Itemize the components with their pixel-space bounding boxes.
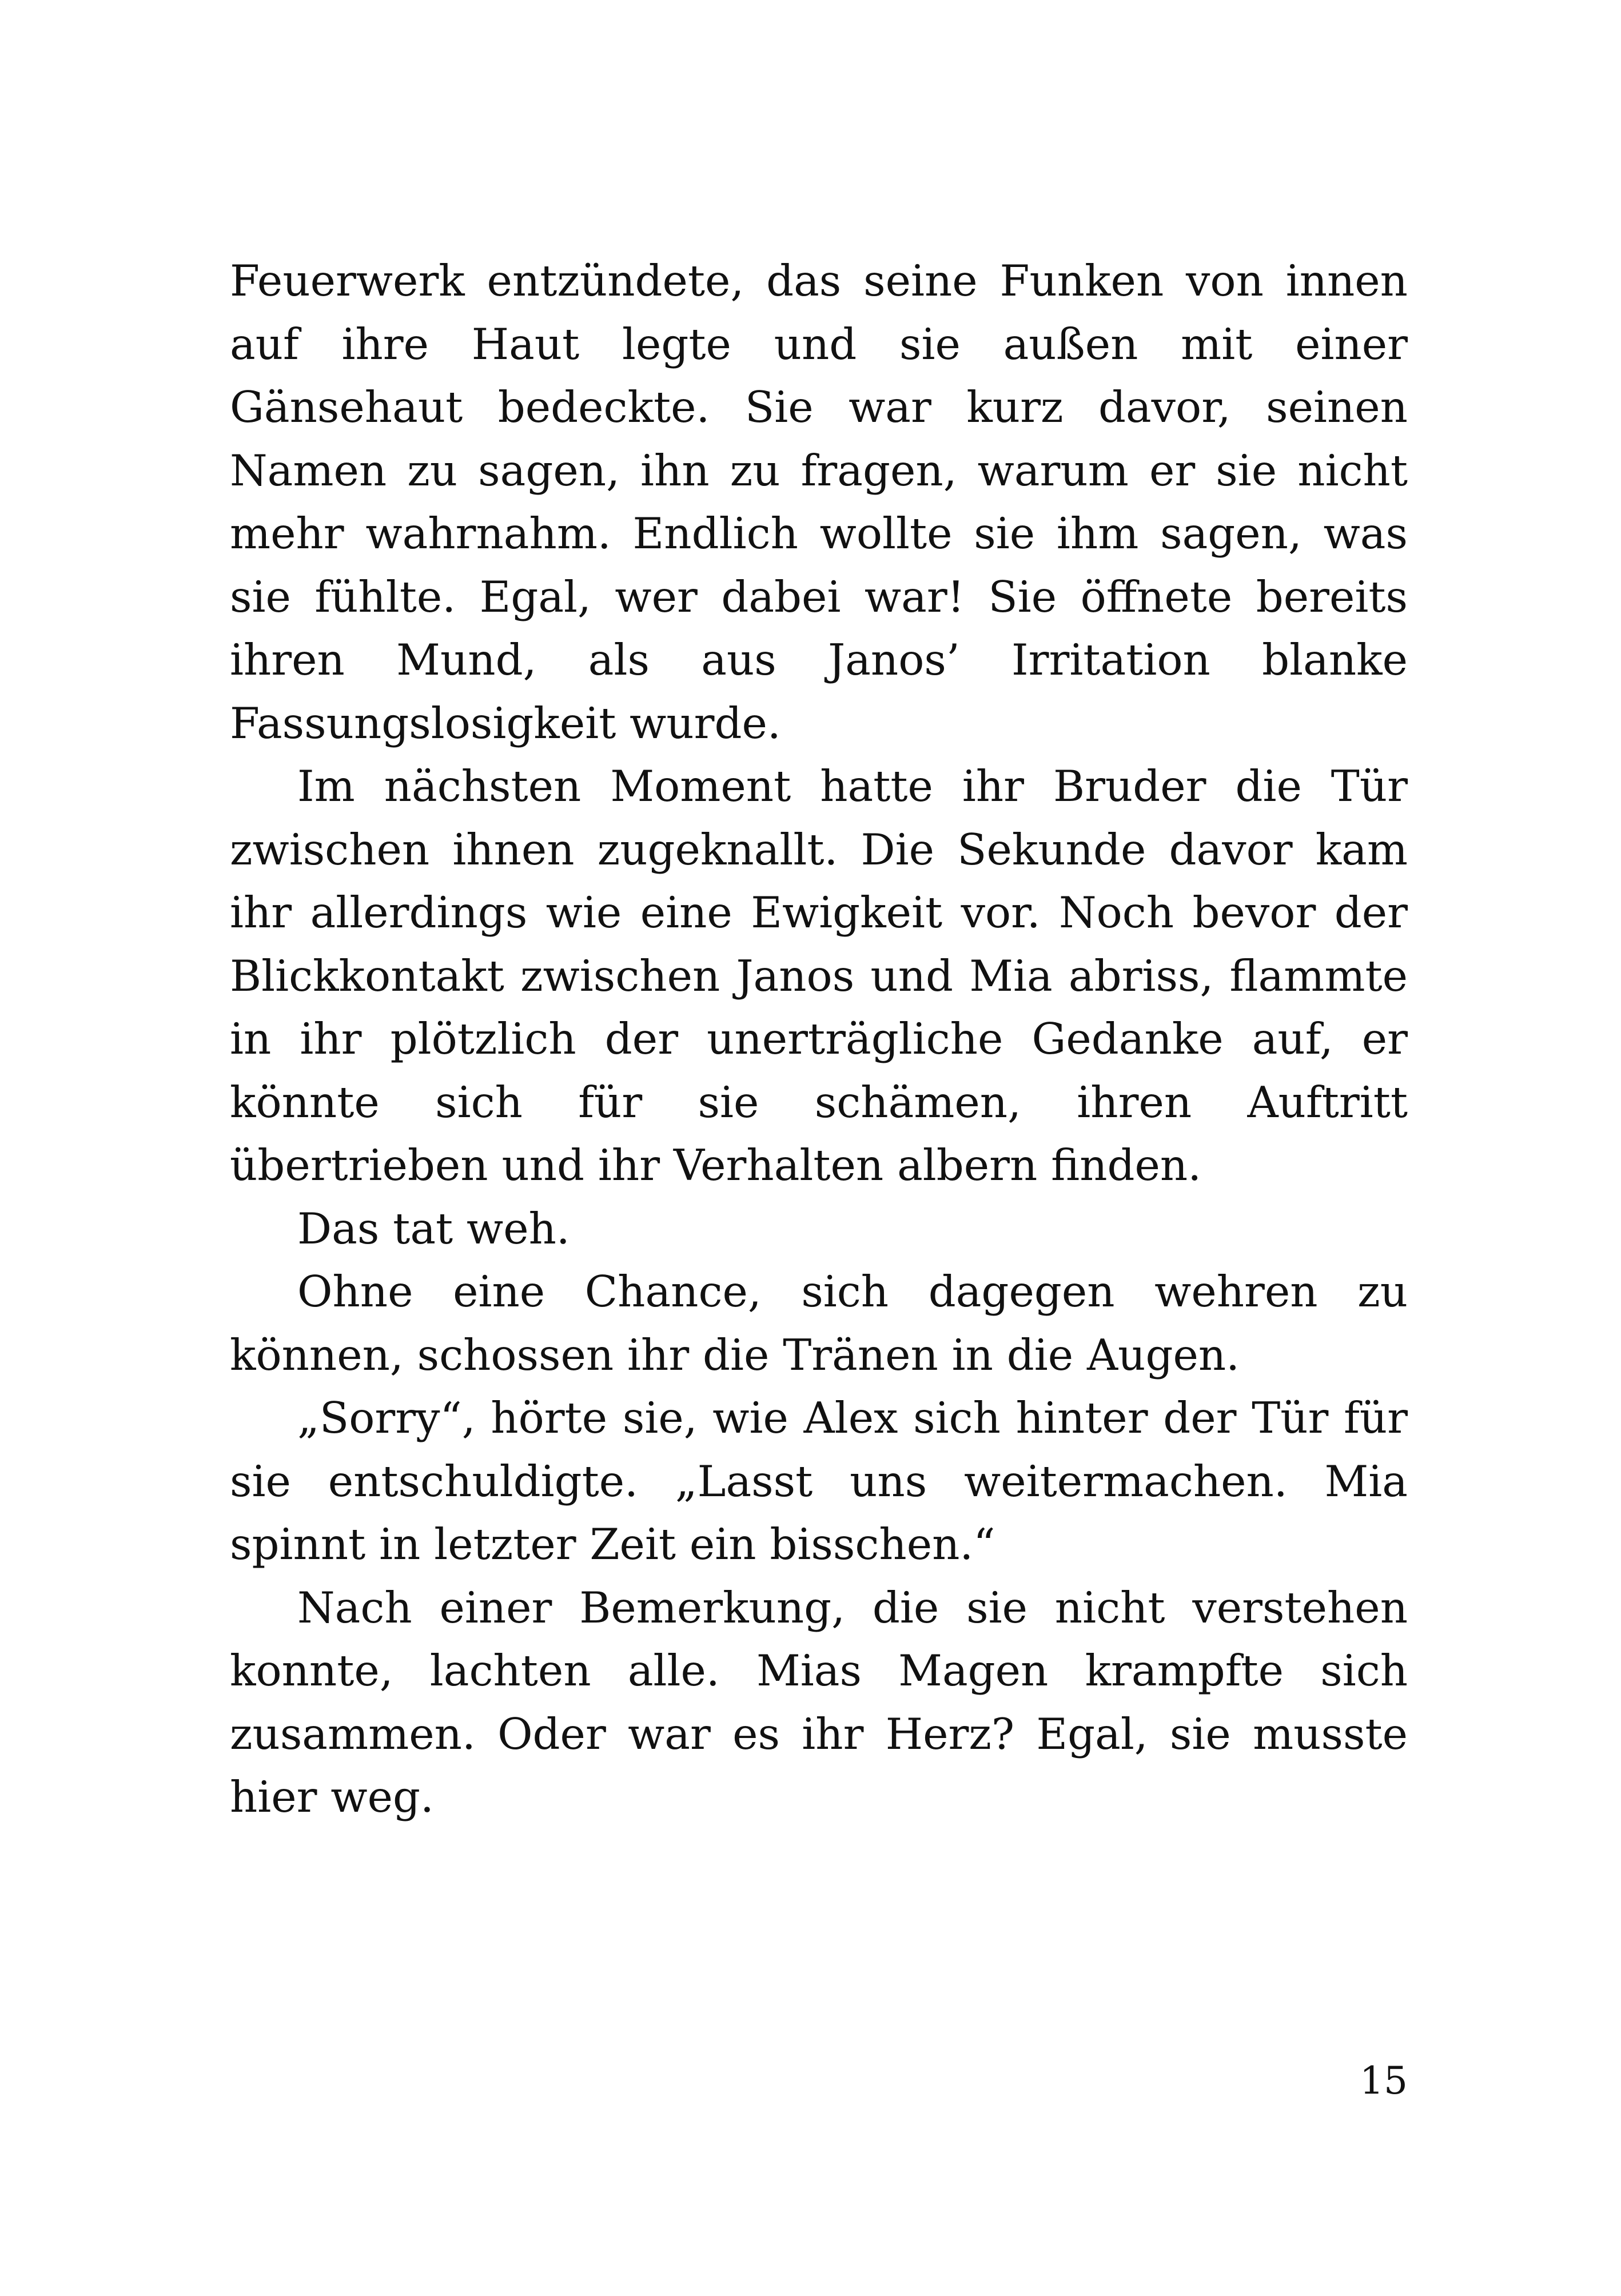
paragraph-2: Im nächsten Moment hatte ihr Bruder die Tür zwischen ihnen zugeknallt. Die Sekunde davor kam ihr allerdings wie eine Ewigkeit vor. Noch bevor der Blickkontakt zwischen Janos und Mia abriss, flammte in ihr plötzlich der unerträgliche Gedanke auf, er könnte sich für sie schämen, ihren Auftritt übertrieben und ihr Verhalten albern finden. [230,761,1408,1190]
page-number: 15 [1360,2059,1408,2103]
paragraph-5: „Sorry“, hörte sie, wie Alex sich hinter der Tür für sie entschuldigte. „Lasst uns weitermachen. Mia spinnt in letzter Zeit ein bisschen.“ [230,1393,1408,1569]
paragraph-6: Nach einer Bemerkung, die sie nicht verstehen konnte, lachten alle. Mias Magen krampfte sich zusammen. Oder war es ihr Herz? Egal, sie musste hier weg. [230,1582,1408,1822]
paragraph-4: Ohne eine Chance, sich dagegen wehren zu können, schossen ihr die Tränen in die Augen. [230,1266,1408,1380]
body-text [230,249,1408,1829]
paragraph-3: Das tat weh. [297,1203,570,1254]
paragraph-1: Feuerwerk entzündete, das seine Funken von innen auf ihre Haut legte und sie außen mit einer Gänsehaut bedeckte. Sie war kurz davor, seinen Namen zu sagen, ihn zu fragen, warum er sie nicht mehr wahrnahm. Endlich wollte sie ihm sagen, was sie fühlte. Egal, wer dabei war! Sie öffnete bereits ihren Mund, als aus Janos’ Irritation blanke Fassungslosigkeit wurde. [230,256,1408,748]
